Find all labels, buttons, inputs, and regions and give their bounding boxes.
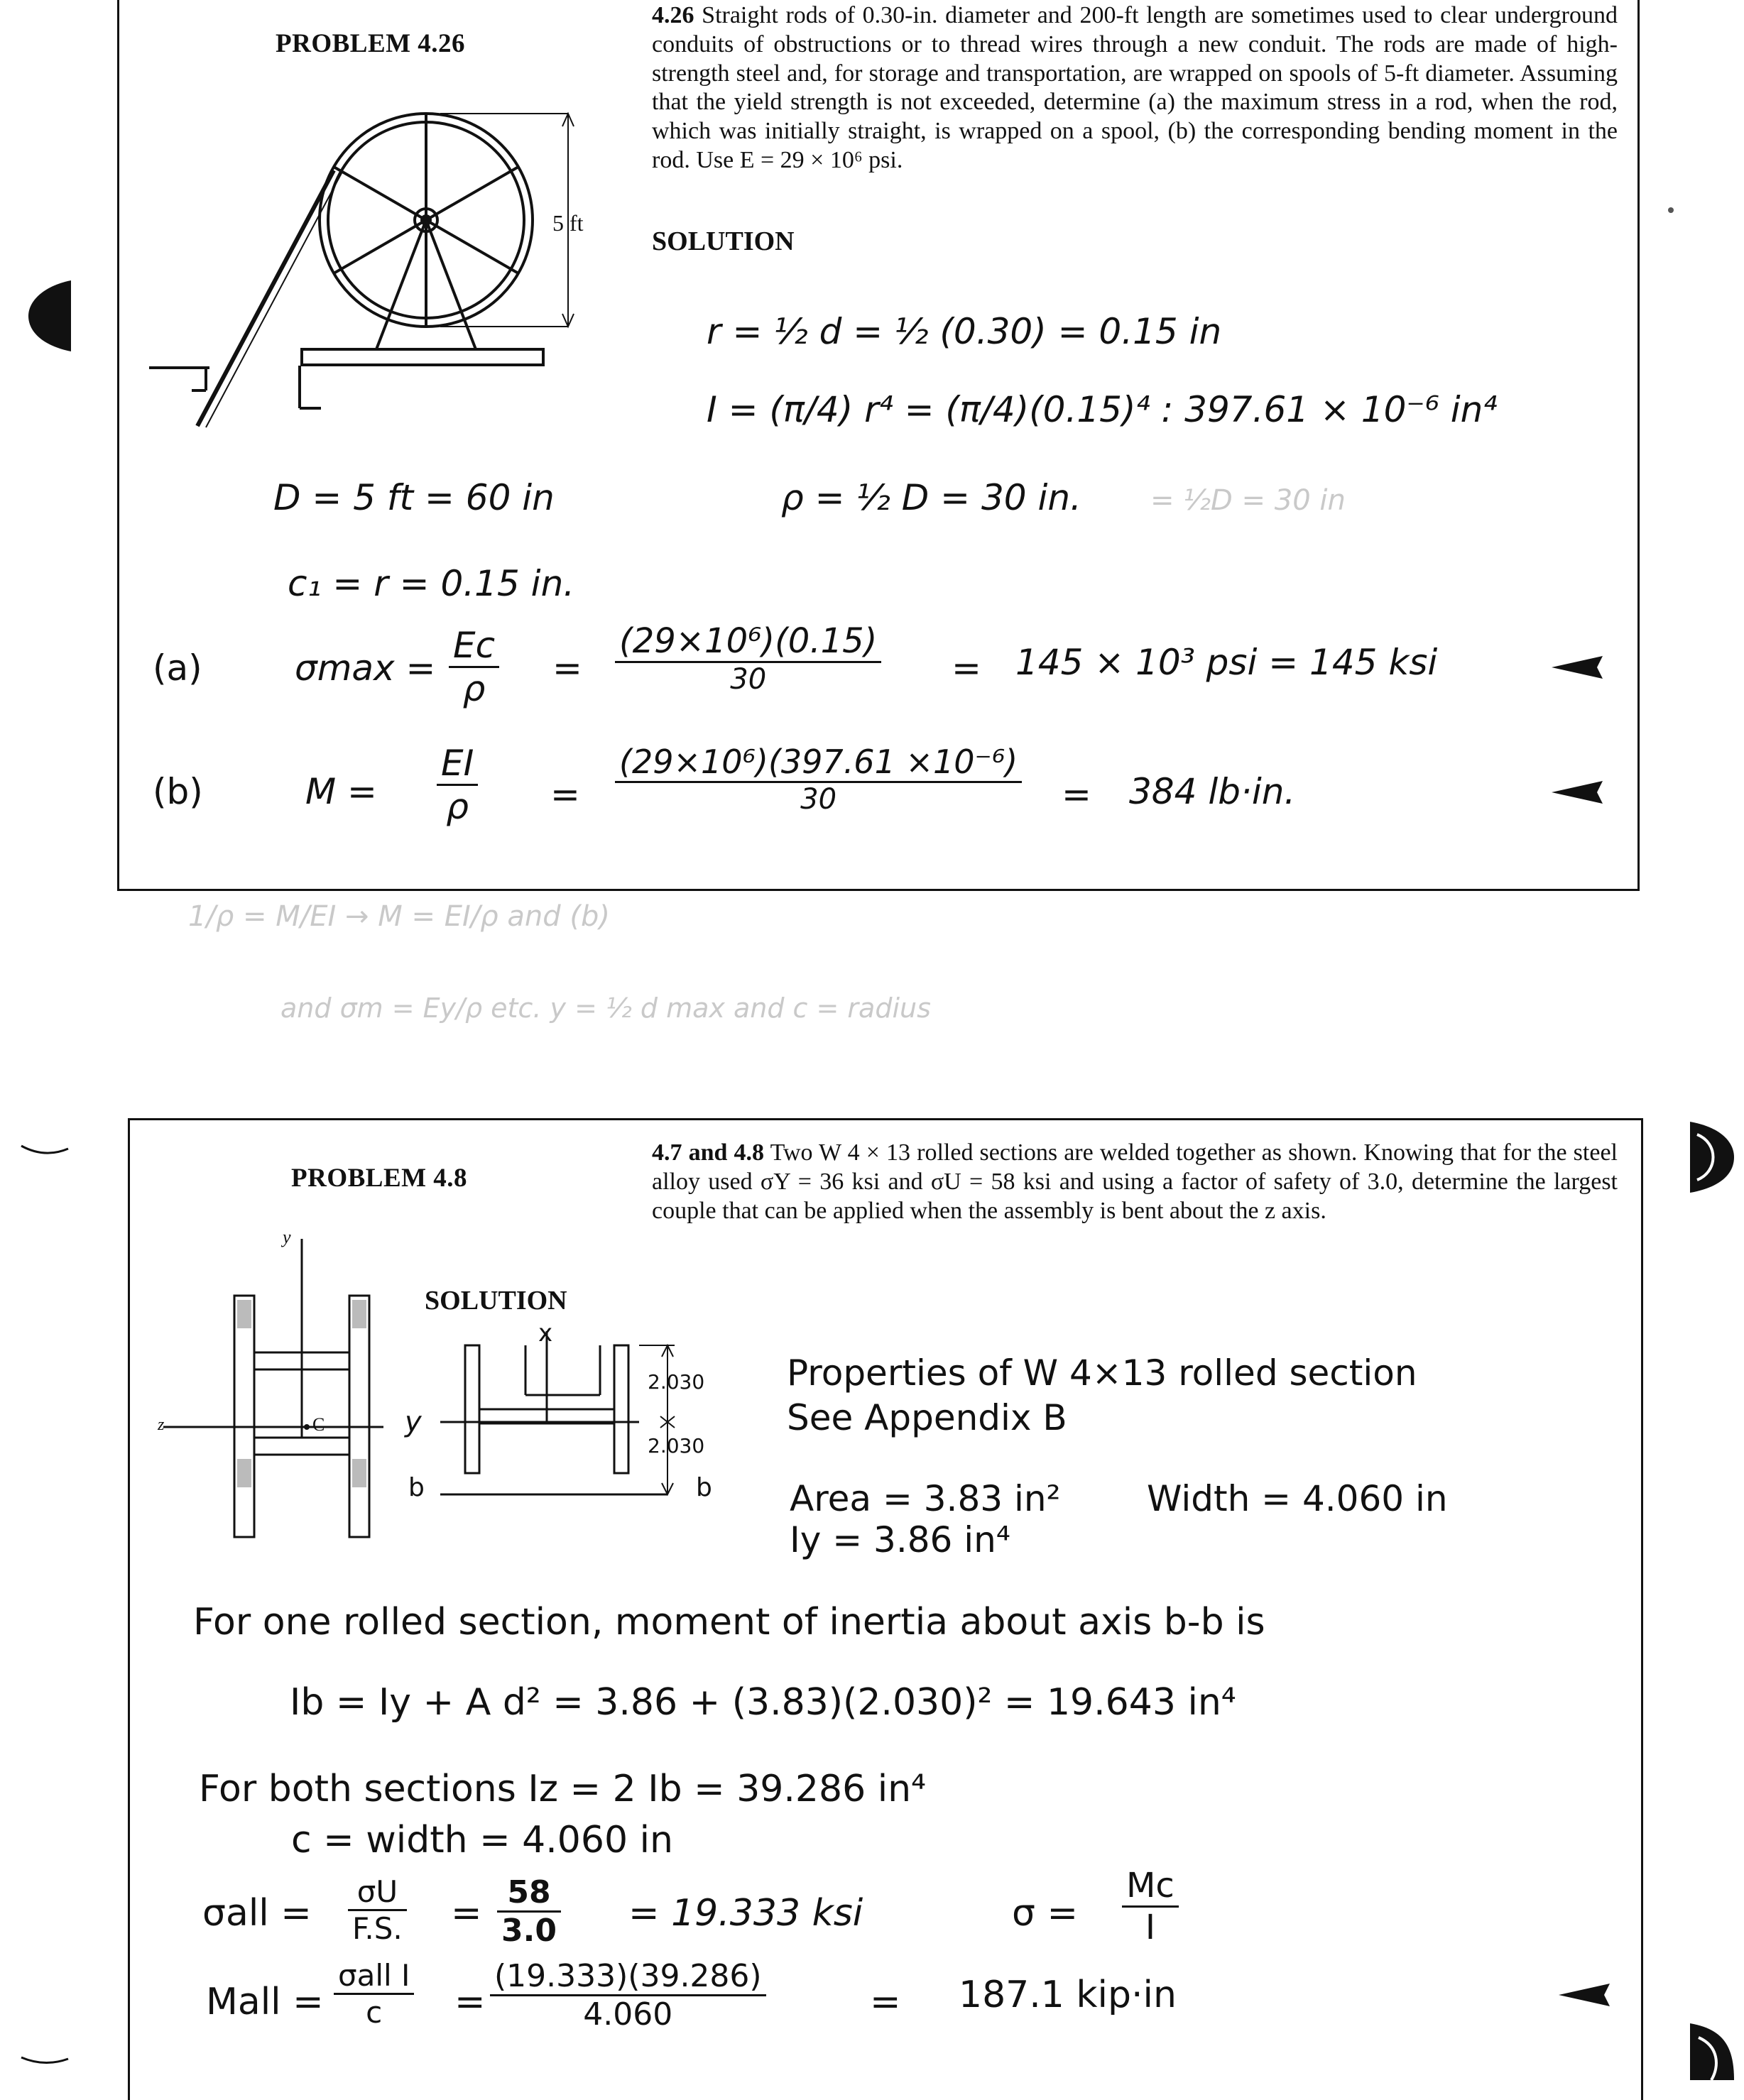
margin-curve-1 [20, 1142, 70, 1163]
fig-centroid-c: C [312, 1414, 325, 1435]
faint-text-2: 1/ρ = M/EI → M = EI/ρ and (b) [188, 900, 610, 933]
part-b-result: 384 lb·in. [1129, 771, 1296, 812]
sketch-dim-2: 2.030 [648, 1434, 705, 1458]
sall-i-over-c [334, 1958, 414, 2030]
ei-over-rho [437, 743, 478, 827]
width-line: Width = 4.060 in [1147, 1478, 1448, 1519]
binding-hole-left [28, 280, 78, 351]
fs-den: F.S. [352, 1911, 403, 1946]
mc-num: Mc [1122, 1866, 1179, 1908]
faint-text-3: and σm = Ey/ρ etc. y = ½ d max and c = radius [280, 992, 931, 1024]
faint-text-1: = ½D = 30 in [1150, 484, 1346, 517]
answer-arrow-b [1552, 778, 1608, 806]
part-b-den: 30 [800, 783, 837, 816]
appendix-line: See Appendix B [787, 1397, 1067, 1438]
c-width-line: c = width = 4.060 in [291, 1819, 673, 1861]
one-section-line: For one rolled section, moment of inertia about axis b-b is [193, 1601, 1265, 1644]
statement-number-2: 4.7 and 4.8 [652, 1139, 765, 1166]
statement-number: 4.26 [652, 2, 694, 28]
mall-eq2: = [870, 1981, 901, 2023]
mall-den: 4.060 [583, 1996, 673, 2033]
mall-f1-num: σall I [334, 1958, 414, 1995]
ec-num: Ec [449, 625, 499, 668]
part-a-result: 145 × 10³ psi = 145 ksi [1015, 642, 1438, 683]
answer-arrow-mall [1559, 1981, 1615, 2009]
part-a-tag: (a) [153, 647, 202, 689]
area-line: Area = 3.83 in² [790, 1478, 1061, 1519]
sall-eq1: = [451, 1892, 482, 1935]
solution-heading-4-8: SOLUTION [425, 1286, 567, 1316]
problem-4-26-statement [652, 1, 1618, 175]
sketch-dim-1: 2.030 [648, 1370, 705, 1394]
ei-den: ρ [446, 786, 469, 827]
properties-line: Properties of W 4×13 rolled section [787, 1352, 1417, 1394]
part-b-numeric-fraction [615, 743, 1022, 816]
ec-den: ρ [462, 668, 486, 709]
diameter-equation: D = 5 ft = 60 in [273, 477, 555, 518]
radius-equation: r = ½ d = ½ (0.30) = 0.15 in [707, 311, 1222, 352]
fig-axis-z: z [158, 1416, 165, 1434]
part-b-eq2: = [1062, 774, 1091, 815]
section-sketch [398, 1324, 739, 1509]
part-a-numeric-fraction [615, 621, 881, 696]
spool-dimension-label: 5 ft [552, 210, 584, 236]
problem-4-8-statement [652, 1139, 1618, 1225]
sketch-label-y: y [405, 1406, 422, 1438]
problem-4-26-label: PROBLEM 4.26 [276, 29, 466, 58]
ec-over-rho [449, 625, 499, 709]
58-over-3 [497, 1874, 561, 1949]
i-den: I [1145, 1908, 1155, 1947]
spool-figure [142, 92, 625, 447]
mall-f1-den: c [366, 1995, 383, 2030]
mall-eq1: = [454, 1981, 486, 2023]
part-a-eq2: = [952, 647, 981, 689]
mc-over-i [1122, 1866, 1179, 1947]
statement-text: Straight rods of 0.30-in. diameter and 200-ft length are sometimes used to clear underground conduits of obstructions or to thread wires through a new conduit. The rods are made of high-strength steel and, for storage and transportation, are wrapped on spools of 5-ft diameter. Assuming that the yield strength is not exceeded, determine (a) the maximum stress in a rod, when the rod, which was initially straight, is wrapped on a spool, (b) the corresponding bending moment in the rod. Use E = 29 × 10⁶ psi. [652, 2, 1618, 173]
moment-label: M = [305, 771, 377, 812]
c-equation: c₁ = r = 0.15 in. [288, 563, 575, 604]
sketch-label-x: x [538, 1319, 553, 1347]
welded-sections-figure [149, 1232, 383, 1565]
part-b-num: (29×10⁶)(397.61 ×10⁻⁶) [615, 743, 1022, 783]
answer-arrow-a [1552, 653, 1608, 682]
part-a-num: (29×10⁶)(0.15) [615, 621, 881, 663]
part-b-tag: (b) [153, 771, 203, 812]
ib-line: Ib = Iy + A d² = 3.86 + (3.83)(2.030)² = 19.643 in⁴ [290, 1681, 1236, 1724]
mall-numeric-fraction [490, 1958, 766, 2033]
mall-num: (19.333)(39.286) [490, 1958, 766, 1996]
sall-den: 3.0 [501, 1913, 557, 1949]
rho-equation: ρ = ½ D = 30 in. [781, 477, 1081, 518]
m-all-label: Mall = [206, 1981, 324, 2023]
ei-num: EI [437, 743, 478, 786]
binding-hole-right-2 [1683, 2016, 1740, 2080]
mall-result: 187.1 kip·in [959, 1974, 1177, 2016]
sall-result: = 19.333 ksi [628, 1892, 863, 1935]
sigma-max-label: σmax = [295, 647, 436, 689]
sall-num: 58 [497, 1874, 561, 1913]
margin-dot [1665, 204, 1679, 219]
solution-heading-4-26: SOLUTION [652, 226, 795, 256]
sketch-label-b-right: b [696, 1473, 712, 1502]
su-num: σU [348, 1874, 407, 1911]
part-a-den: 30 [730, 663, 767, 696]
inertia-equation: I = (π/4) r⁴ = (π/4)(0.15)⁴ : 397.61 × 10⁻⁶ in⁴ [707, 389, 1498, 430]
fig-axis-y: y [283, 1227, 291, 1247]
statement-text-2: Two W 4 × 13 rolled sections are welded together as shown. Knowing that for the steel alloy used σY = 36 ksi and σU = 58 ksi and using a factor of safety of 3.0, determine the largest couple that can be applied when the assembly is bent about the z axis. [652, 1139, 1618, 1224]
su-over-fs [348, 1874, 407, 1946]
sigma-formula-label: σ = [1012, 1892, 1079, 1935]
part-a-eq1: = [552, 647, 582, 689]
both-sections-line: For both sections Iz = 2 Ib = 39.286 in⁴ [199, 1768, 926, 1810]
part-b-eq1: = [550, 774, 580, 815]
sigma-all-label: σall = [202, 1892, 312, 1935]
iy-line: Iy = 3.86 in⁴ [790, 1519, 1010, 1560]
binding-hole-right-1 [1683, 1122, 1740, 1193]
problem-4-8-label: PROBLEM 4.8 [291, 1164, 468, 1193]
sketch-label-b-left: b [408, 1473, 425, 1502]
margin-curve-2 [20, 2052, 70, 2069]
